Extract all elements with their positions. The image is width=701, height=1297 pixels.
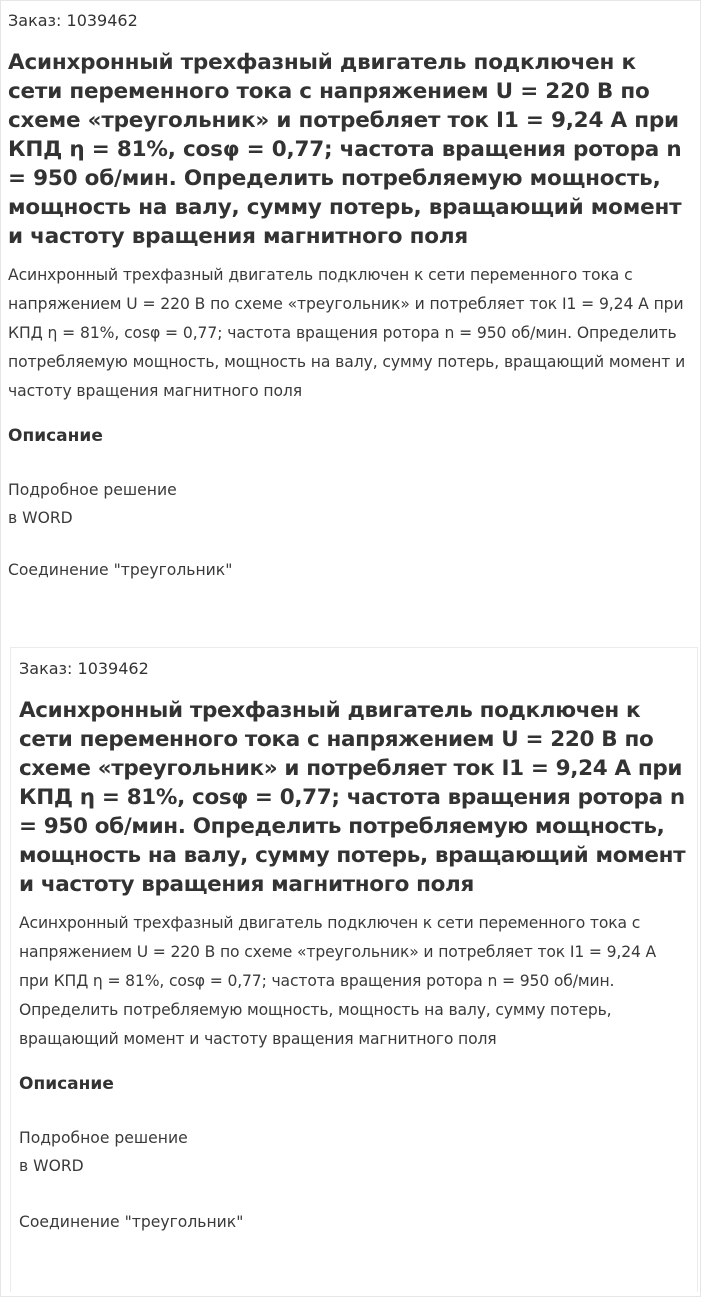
description-line-1: Подробное решение [8,481,177,499]
order-number: Заказ: 1039462 [19,659,149,678]
connection-type: Соединение "треугольник" [19,1213,244,1231]
order-card-2 [10,647,698,1292]
order-card-1 [0,0,701,584]
description-title: Описание [8,426,103,446]
order-body-text: Асинхронный трехфазный двигатель подключен к сети переменного тока с напряжением U = 220 В по схеме «треугольник» и потребляет ток I1 = 9,24 А при КПД η = 81%, cosφ = 0,77; частота вращения ротора n = 950 об/мин. Определить потребляемую мощность, мощность на валу, сумму потерь, вращающий момент и частоту вращения магнитного поля [8,266,686,400]
order-number: Заказ: 1039462 [8,11,138,30]
description-line-2: в WORD [8,509,73,527]
description-text [19,1124,689,1180]
description-title: Описание [19,1074,114,1094]
description-line-2: в WORD [19,1157,84,1175]
description-line-1: Подробное решение [19,1129,188,1147]
connection-type: Соединение "треугольник" [8,561,233,579]
order-headline: Асинхронный трехфазный двигатель подключен к сети переменного тока с напряжением U = 220 В по схеме «треугольник» и потребляет ток I1 = 9,24 А при КПД η = 81%, cosφ = 0,77; частота вращения ротора n = 950 об/мин. Определить потребляемую мощность, мощность на валу, сумму потерь, вращающий момент и частоту вращения магнитного поля [8,50,682,249]
description-text [8,476,693,532]
order-headline: Асинхронный трехфазный двигатель подключен к сети переменного тока с напряжением U = 220 В по схеме «треугольник» и потребляет ток I1 = 9,24 А при КПД η = 81%, cosφ = 0,77; частота вращения ротора n = 950 об/мин. Определить потребляемую мощность, мощность на валу, сумму потерь, вращающий момент и частоту вращения магнитного поля [19,698,686,897]
order-body-text: Асинхронный трехфазный двигатель подключен к сети переменного тока с напряжением U = 220 В по схеме «треугольник» и потребляет ток I1 = 9,24 А при КПД η = 81%, cosφ = 0,77; частота вращения ротора n = 950 об/мин. Определить потребляемую мощность, мощность на валу, сумму потерь, вращающий момент и частоту вращения магнитного поля [19,914,657,1048]
